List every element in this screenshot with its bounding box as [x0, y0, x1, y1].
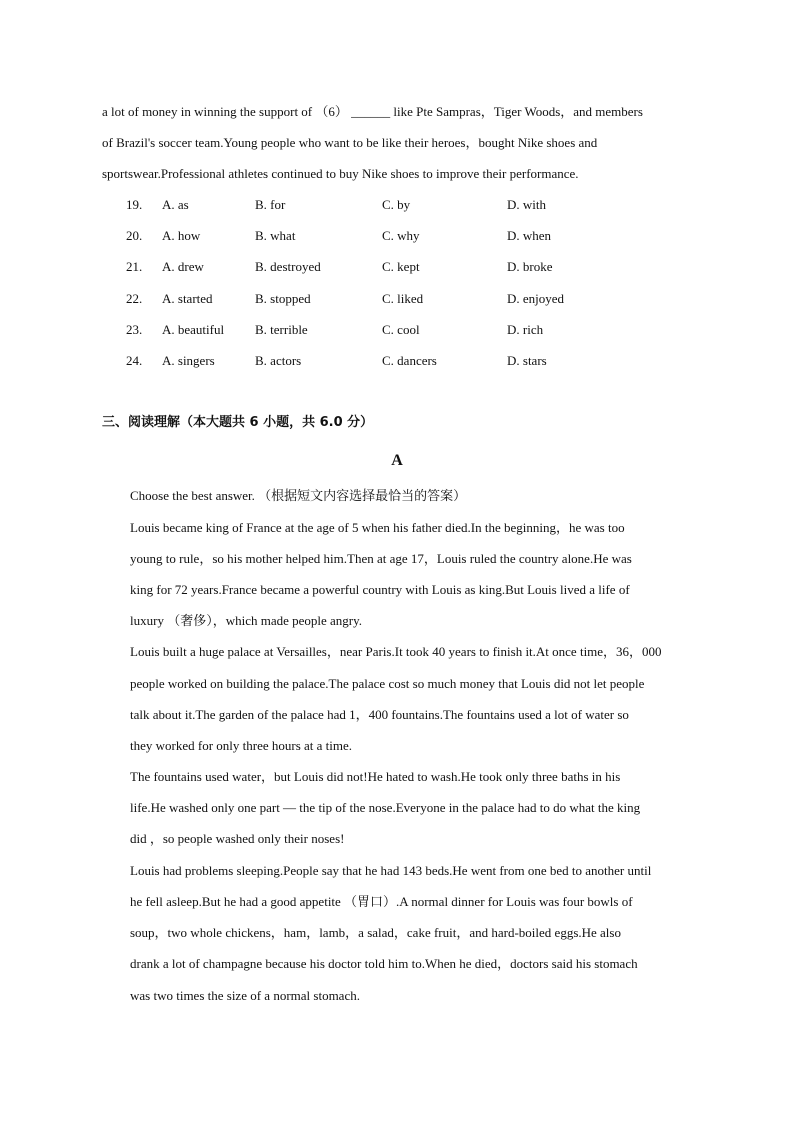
- passage-title: A: [391, 452, 403, 469]
- passage-line: young to rule，so his mother helped him.Then at age 17，Louis ruled the country alone.He was: [130, 551, 632, 566]
- passage-line: he fell asleep.But he had a good appetite （胃口）.A normal dinner for Louis was four bowls of: [130, 894, 633, 909]
- passage-line: Louis had problems sleeping.People say that he had 143 beds.He went from one bed to another until: [130, 863, 652, 878]
- option-a: A. started: [162, 291, 213, 306]
- question-number: 23.: [126, 322, 143, 337]
- option-d: D. with: [507, 197, 546, 212]
- question-number: 22.: [126, 291, 143, 306]
- passage-line: king for 72 years.France became a powerful country with Louis as king.But Louis lived a life of: [130, 582, 630, 597]
- question-number: 19.: [126, 197, 143, 212]
- option-d: D. enjoyed: [507, 291, 565, 306]
- option-c: C. why: [382, 228, 420, 243]
- passage-line: Louis became king of France at the age of 5 when his father died.In the beginning，he was too: [130, 520, 625, 535]
- option-b: B. for: [255, 197, 286, 212]
- option-a: A. beautiful: [162, 322, 225, 337]
- cloze-line: a lot of money in winning the support of （6） ______ like Pte Sampras，Tiger Woods，and members: [102, 104, 643, 119]
- passage-line: The fountains used water，but Louis did not!He hated to wash.He took only three baths in his: [130, 769, 621, 784]
- option-b: B. actors: [255, 353, 302, 368]
- cloze-line: sportswear.Professional athletes continued to buy Nike shoes to improve their performance.: [102, 166, 579, 181]
- passage-line: people worked on building the palace.The palace cost so much money that Louis did not let people: [130, 676, 645, 691]
- passage-line: life.He washed only one part — the tip of the nose.Everyone in the palace had to do what the king: [130, 800, 641, 815]
- option-d: D. stars: [507, 353, 547, 368]
- option-a: A. singers: [162, 353, 215, 368]
- option-c: C. kept: [382, 259, 420, 274]
- option-b: B. terrible: [255, 322, 308, 337]
- option-c: C. cool: [382, 322, 420, 337]
- passage-line: drank a lot of champagne because his doctor told him to.When he died，doctors said his stomach: [130, 956, 638, 971]
- passage-line: did ，so people washed only their noses!: [130, 831, 345, 846]
- option-d: D. when: [507, 228, 552, 243]
- option-b: B. what: [255, 228, 296, 243]
- option-c: C. liked: [382, 291, 424, 306]
- option-a: A. drew: [162, 259, 204, 274]
- passage-line: was two times the size of a normal stomach.: [130, 988, 360, 1003]
- passage-line: they worked for only three hours at a time.: [130, 738, 353, 753]
- passage-line: luxury （奢侈），which made people angry.: [130, 613, 363, 628]
- option-a: A. how: [162, 228, 201, 243]
- question-number: 24.: [126, 353, 143, 368]
- passage-line: talk about it.The garden of the palace had 1，400 fountains.The fountains used a lot of water so: [130, 707, 629, 722]
- option-a: A. as: [162, 197, 189, 212]
- option-b: B. destroyed: [255, 259, 321, 274]
- passage-line: Louis built a huge palace at Versailles，near Paris.It took 40 years to finish it.At once time，36，000: [130, 644, 662, 659]
- option-b: B. stopped: [255, 291, 311, 306]
- option-d: D. rich: [507, 322, 544, 337]
- section-title: 三、阅读理解（本大题共 6 小题，共 6.0 分）: [102, 415, 374, 430]
- passage-instruction: Choose the best answer. （根据短文内容选择最恰当的答案）: [130, 488, 467, 503]
- option-d: D. broke: [507, 259, 553, 274]
- question-number: 20.: [126, 228, 143, 243]
- question-number: 21.: [126, 259, 143, 274]
- passage-line: soup，two whole chickens，ham，lamb，a salad，cake fruit，and hard-boiled eggs.He also: [130, 925, 621, 940]
- cloze-line: of Brazil's soccer team.Young people who want to be like their heroes，bought Nike shoes and: [102, 135, 598, 150]
- option-c: C. dancers: [382, 353, 437, 368]
- option-c: C. by: [382, 197, 411, 212]
